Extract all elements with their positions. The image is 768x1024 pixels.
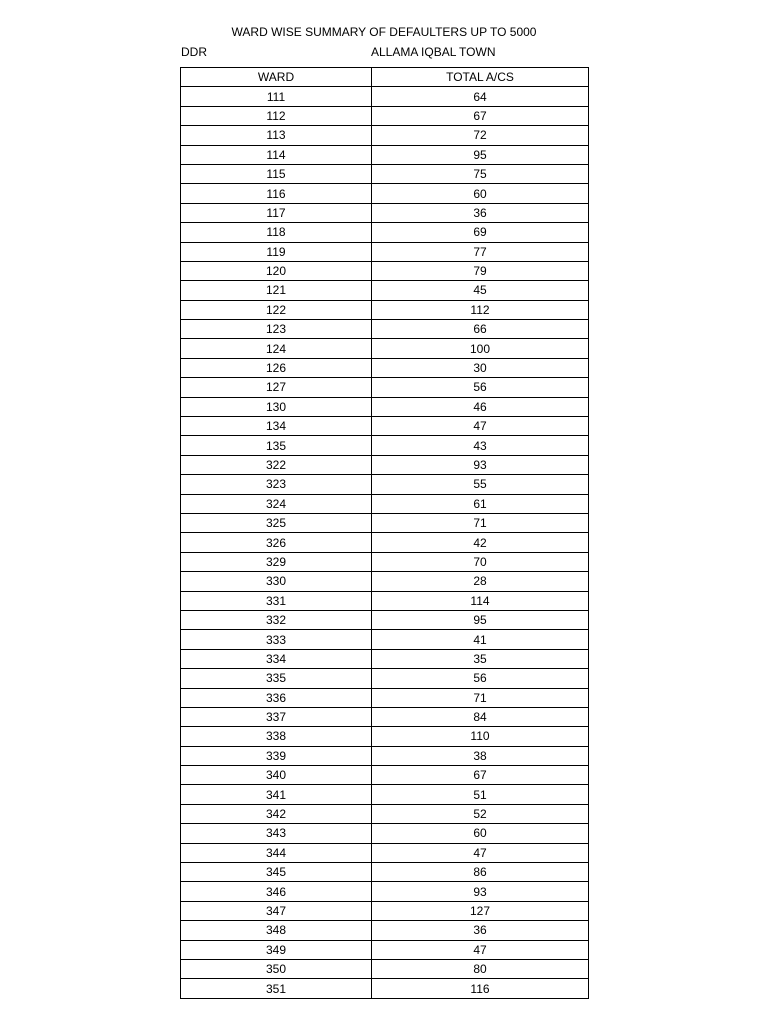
total-accounts-cell: 30 [372, 358, 589, 377]
total-accounts-cell: 93 [372, 455, 589, 474]
page-title: WARD WISE SUMMARY OF DEFAULTERS UP TO 5000 [231, 25, 537, 39]
table-row [181, 901, 589, 920]
total-accounts-cell: 60 [372, 824, 589, 843]
table-row [181, 87, 589, 106]
ward-number-cell: 326 [181, 533, 372, 552]
table-row [181, 455, 589, 474]
total-accounts-cell: 61 [372, 494, 589, 513]
table-row [181, 669, 589, 688]
table-row [181, 242, 589, 261]
table-row [181, 688, 589, 707]
total-accounts-cell: 45 [372, 281, 589, 300]
table-row [181, 475, 589, 494]
table-row [181, 397, 589, 416]
ward-number-cell: 324 [181, 494, 372, 513]
total-accounts-cell: 93 [372, 882, 589, 901]
ward-number-cell: 332 [181, 610, 372, 629]
table-row [181, 882, 589, 901]
ward-number-cell: 127 [181, 378, 372, 397]
table-row [181, 959, 589, 978]
total-accounts-cell: 95 [372, 610, 589, 629]
total-accounts-cell: 51 [372, 785, 589, 804]
table-row [181, 979, 589, 998]
total-accounts-cell: 75 [372, 164, 589, 183]
ward-number-cell: 120 [181, 261, 372, 280]
ward-number-cell: 347 [181, 901, 372, 920]
ward-number-cell: 114 [181, 145, 372, 164]
total-accounts-cell: 36 [372, 921, 589, 940]
ward-number-cell: 124 [181, 339, 372, 358]
ward-number-cell: 343 [181, 824, 372, 843]
ward-number-cell: 341 [181, 785, 372, 804]
table-row [181, 358, 589, 377]
total-accounts-cell: 47 [372, 940, 589, 959]
ward-number-cell: 345 [181, 863, 372, 882]
ward-number-cell: 112 [181, 106, 372, 125]
ward-number-cell: 339 [181, 746, 372, 765]
table-row [181, 494, 589, 513]
ward-number-cell: 122 [181, 300, 372, 319]
column-header-ward: WARD [181, 68, 372, 87]
table-row [181, 281, 589, 300]
table-row [181, 417, 589, 436]
total-accounts-cell: 72 [372, 126, 589, 145]
ward-number-cell: 118 [181, 223, 372, 242]
ward-number-cell: 325 [181, 513, 372, 532]
table-row [181, 300, 589, 319]
ward-number-cell: 336 [181, 688, 372, 707]
total-accounts-cell: 46 [372, 397, 589, 416]
total-accounts-cell: 67 [372, 106, 589, 125]
ward-number-cell: 340 [181, 766, 372, 785]
total-accounts-cell: 77 [372, 242, 589, 261]
ward-number-cell: 130 [181, 397, 372, 416]
ward-number-cell: 323 [181, 475, 372, 494]
total-accounts-cell: 112 [372, 300, 589, 319]
total-accounts-cell: 70 [372, 552, 589, 571]
table-row [181, 746, 589, 765]
ward-number-cell: 338 [181, 727, 372, 746]
table-row [181, 436, 589, 455]
total-accounts-cell: 43 [372, 436, 589, 455]
table-row [181, 320, 589, 339]
ward-number-cell: 115 [181, 164, 372, 183]
table-row [181, 261, 589, 280]
town-label: ALLAMA IQBAL TOWN [371, 45, 496, 59]
table-row [181, 203, 589, 222]
table-row [181, 126, 589, 145]
total-accounts-cell: 42 [372, 533, 589, 552]
total-accounts-cell: 35 [372, 649, 589, 668]
table-row [181, 940, 589, 959]
table-row [181, 533, 589, 552]
total-accounts-cell: 66 [372, 320, 589, 339]
ward-number-cell: 348 [181, 921, 372, 940]
table-row [181, 552, 589, 571]
table-row [181, 649, 589, 668]
ward-number-cell: 322 [181, 455, 372, 474]
total-accounts-cell: 80 [372, 959, 589, 978]
ward-number-cell: 134 [181, 417, 372, 436]
table-row [181, 824, 589, 843]
ward-number-cell: 344 [181, 843, 372, 862]
ward-number-cell: 123 [181, 320, 372, 339]
ward-number-cell: 117 [181, 203, 372, 222]
ward-number-cell: 126 [181, 358, 372, 377]
ward-number-cell: 351 [181, 979, 372, 998]
total-accounts-cell: 84 [372, 707, 589, 726]
table-row [181, 921, 589, 940]
total-accounts-cell: 55 [372, 475, 589, 494]
total-accounts-cell: 127 [372, 901, 589, 920]
table-header-row [181, 68, 589, 87]
defaulters-table [180, 67, 589, 999]
table-row [181, 785, 589, 804]
table-row [181, 164, 589, 183]
total-accounts-cell: 60 [372, 184, 589, 203]
total-accounts-cell: 36 [372, 203, 589, 222]
total-accounts-cell: 71 [372, 688, 589, 707]
total-accounts-cell: 114 [372, 591, 589, 610]
ward-number-cell: 349 [181, 940, 372, 959]
ward-number-cell: 334 [181, 649, 372, 668]
ward-number-cell: 342 [181, 804, 372, 823]
ward-number-cell: 337 [181, 707, 372, 726]
total-accounts-cell: 69 [372, 223, 589, 242]
table-row [181, 378, 589, 397]
total-accounts-cell: 28 [372, 572, 589, 591]
total-accounts-cell: 41 [372, 630, 589, 649]
table-row [181, 513, 589, 532]
total-accounts-cell: 56 [372, 669, 589, 688]
table-row [181, 591, 589, 610]
ward-number-cell: 111 [181, 87, 372, 106]
ward-number-cell: 335 [181, 669, 372, 688]
ward-number-cell: 331 [181, 591, 372, 610]
table-row [181, 572, 589, 591]
total-accounts-cell: 95 [372, 145, 589, 164]
column-header-total-accounts: TOTAL A/CS [372, 68, 589, 87]
ward-number-cell: 346 [181, 882, 372, 901]
total-accounts-cell: 67 [372, 766, 589, 785]
ddr-label: DDR [181, 45, 207, 59]
table-row [181, 804, 589, 823]
total-accounts-cell: 71 [372, 513, 589, 532]
ward-number-cell: 116 [181, 184, 372, 203]
total-accounts-cell: 52 [372, 804, 589, 823]
table-row [181, 145, 589, 164]
ward-number-cell: 121 [181, 281, 372, 300]
total-accounts-cell: 64 [372, 87, 589, 106]
ward-number-cell: 119 [181, 242, 372, 261]
table-row [181, 707, 589, 726]
ward-number-cell: 350 [181, 959, 372, 978]
total-accounts-cell: 56 [372, 378, 589, 397]
table-row [181, 184, 589, 203]
total-accounts-cell: 86 [372, 863, 589, 882]
total-accounts-cell: 100 [372, 339, 589, 358]
table-row [181, 223, 589, 242]
total-accounts-cell: 116 [372, 979, 589, 998]
ward-number-cell: 329 [181, 552, 372, 571]
ward-number-cell: 330 [181, 572, 372, 591]
table-row [181, 727, 589, 746]
total-accounts-cell: 47 [372, 843, 589, 862]
table-row [181, 106, 589, 125]
total-accounts-cell: 47 [372, 417, 589, 436]
table-row [181, 339, 589, 358]
table-row [181, 843, 589, 862]
table-row [181, 610, 589, 629]
table-row [181, 766, 589, 785]
total-accounts-cell: 38 [372, 746, 589, 765]
ward-number-cell: 333 [181, 630, 372, 649]
total-accounts-cell: 110 [372, 727, 589, 746]
ward-number-cell: 135 [181, 436, 372, 455]
table-row [181, 863, 589, 882]
table-body [181, 87, 589, 998]
total-accounts-cell: 79 [372, 261, 589, 280]
table-row [181, 630, 589, 649]
ward-number-cell: 113 [181, 126, 372, 145]
